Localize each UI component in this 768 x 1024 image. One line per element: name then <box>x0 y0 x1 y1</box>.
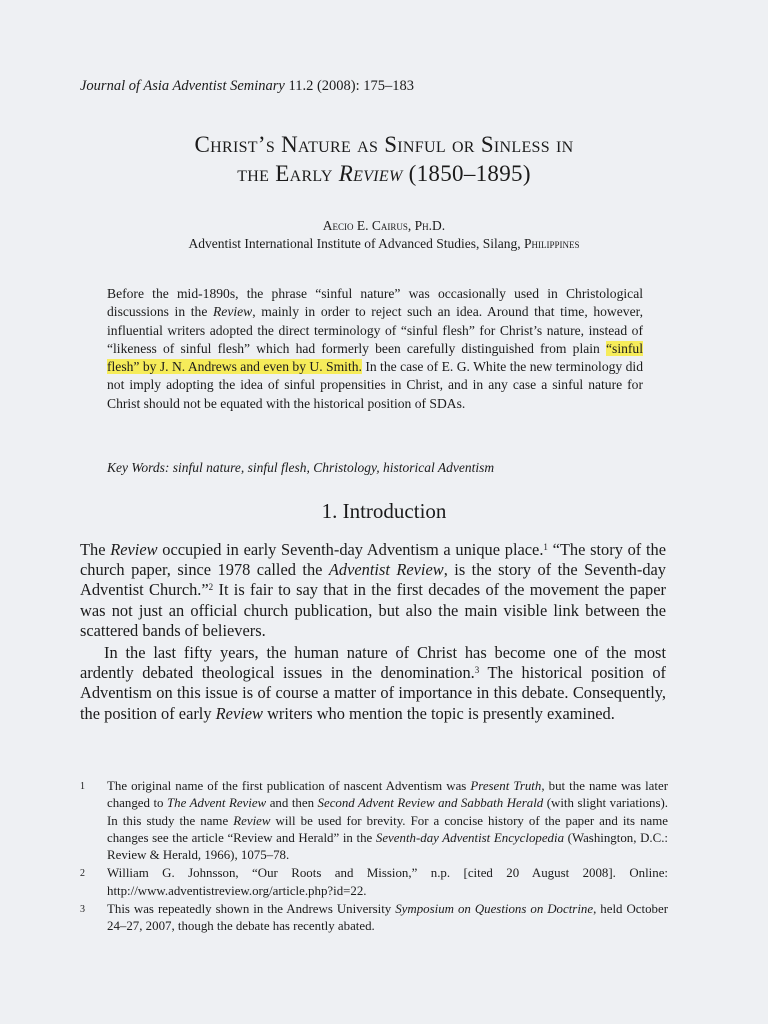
footnotes <box>80 778 668 937</box>
footnote-number: 3 <box>80 904 85 916</box>
highlighted-text: “sinful flesh” by J. N. Andrews and even by U. Smith. <box>107 340 643 375</box>
footnote-ref[interactable]: 1 <box>543 542 548 552</box>
title-line-2: the Early Review (1850–1895) <box>237 161 531 186</box>
body-text <box>80 540 666 724</box>
section-heading: 1. Introduction <box>321 499 447 523</box>
footnote: 1 The original name of the first publication of nascent Adventism was Present Truth, but the name was later changed to The Advent Review and then Second Advent Review and Sabbath Herald (with slight variations). In this study the name Review will be used for brevity. For a concise history of the paper and its name changes see the article “Review and Herald” in the Seventh-day Adventist Encyclopedia (Washington, D.C.: Review & Herald, 1966), 1075–78. <box>80 779 669 863</box>
footnote-ref[interactable]: 3 <box>474 665 480 676</box>
footnote-number: 1 <box>80 781 85 792</box>
author-affiliation: Adventist International Institute of Advanced Studies, Silang, Philippines <box>188 236 580 251</box>
body-paragraph: In the last fifty years, the human nature of Christ has become one of the most ardently debated theological issues in the denomination.$^3$ The historical position of Adventism on this issue is of course a matter of importance in this debate. Consequently, the position of early Review writers who mention the topic is presently examined. <box>80 643 666 723</box>
body-paragraph: The Review occupied in early Seventh-day Adventism a unique place.$^1$ “The story of the church paper, since 1978 called the Adventist Review, is the story of the Seventh-day Adventist Church.”$^2$ It is fair to say that in the first decades of the movement the paper was not just an official church publication, but also the main visible link between the scattered bands of believers. <box>80 540 666 640</box>
title-line-1: Christ’s Nature as Sinful or Sinless in <box>194 132 574 157</box>
paper-title <box>0 130 768 188</box>
footnote-number: 2 <box>80 868 85 880</box>
footnote-text: William G. Johnsson, “Our Roots and Mission,” n.p. [cited 20 August 2008]. Online: http://www.adventistreview.org/article.php?id=22. <box>107 866 668 898</box>
title-review-italic: Review <box>338 161 403 186</box>
author-name: Aecio E. Cairus, Ph.D. <box>322 218 446 233</box>
abstract: Before the mid-1890s, the phrase “sinful nature” was occasionally used in Christological discussions in the Review, mainly in order to reject such an idea. Around that time, however, influential writers adopted the direct terminology of “sinful flesh” for Christ’s nature, instead of “likeness of sinful flesh” which had formerly been carefully distinguished from plain “sinful flesh” by J. N. Andrews and even by U. Smith. In the case of E. G. White the new terminology did not imply adopting the idea of sinful propensities in Christ, and in any case a sinful nature for Christ should not be equated with the historical position of SDAs. <box>107 286 643 411</box>
keywords: Key Words: sinful nature, sinful flesh, Christology, historical Adventism <box>107 460 495 475</box>
footnote: 3 This was repeatedly shown in the Andrews University Symposium on Questions on Doctrine, held October 24–27, 2007, though the debate has recently abated. <box>80 902 668 934</box>
journal-citation <box>80 78 414 95</box>
footnote-ref[interactable]: 2 <box>208 582 214 593</box>
journal-details: 11.2 (2008): 175–183 <box>284 78 415 94</box>
journal-name: Journal of Asia Adventist Seminary <box>80 78 285 94</box>
footnote <box>80 865 668 900</box>
